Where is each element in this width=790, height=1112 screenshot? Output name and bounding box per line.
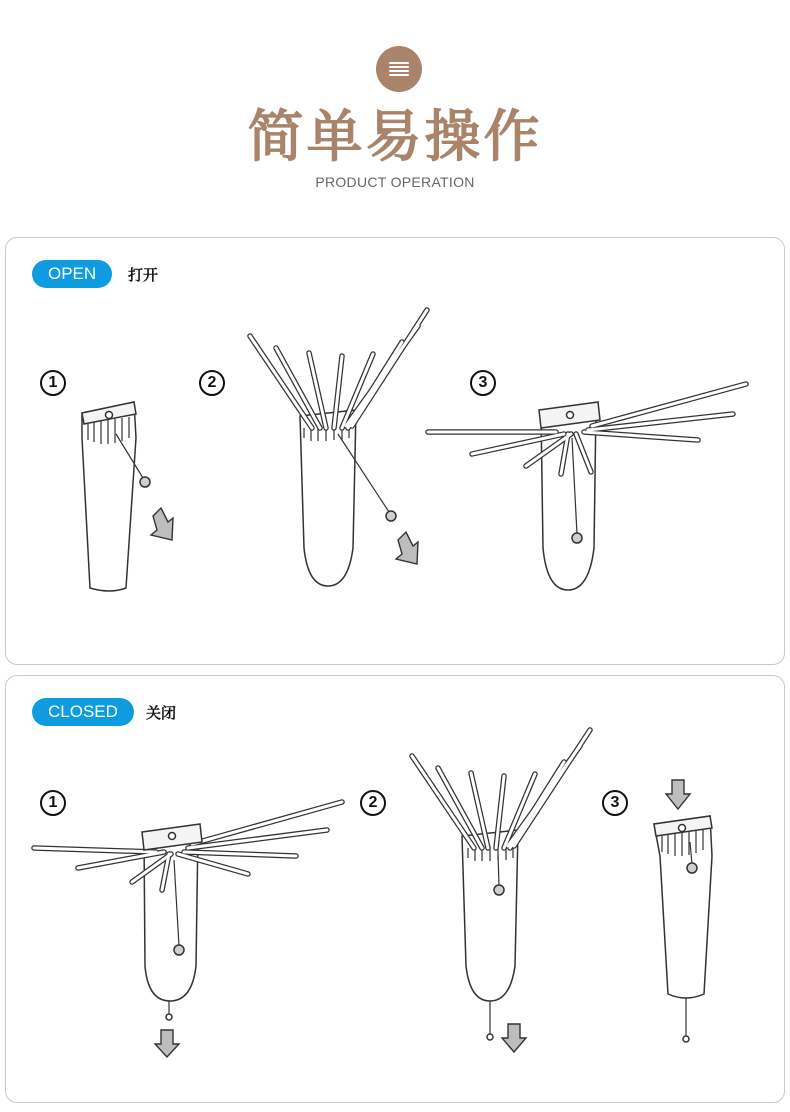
open-badge: OPEN <box>32 260 112 288</box>
open-step-1-drawing <box>82 402 173 591</box>
page-subtitle: PRODUCT OPERATION <box>315 174 475 190</box>
open-step-3-drawing <box>428 384 746 590</box>
closed-step-3-drawing <box>654 780 712 1042</box>
closed-badge: CLOSED <box>32 698 134 726</box>
closed-step-3-number: 3 <box>602 790 628 816</box>
menu-lines-icon <box>376 46 422 92</box>
open-steps-illustration <box>6 238 786 666</box>
open-instructions-panel <box>5 237 785 665</box>
open-label: 打开 <box>128 266 159 284</box>
open-step-3-number: 3 <box>470 370 496 396</box>
open-step-2-number: 2 <box>199 370 225 396</box>
closed-label: 关闭 <box>146 704 177 722</box>
page-header <box>0 0 790 220</box>
page-title: 简单易操作 <box>247 105 543 170</box>
closed-step-1-drawing <box>34 802 342 1057</box>
closed-step-2-number: 2 <box>360 790 386 816</box>
close-steps-illustration <box>6 676 786 1104</box>
closed-step-2-drawing <box>412 730 590 1052</box>
close-instructions-panel <box>5 675 785 1103</box>
open-step-2-drawing <box>250 310 427 586</box>
closed-step-1-number: 1 <box>40 790 66 816</box>
open-step-1-number: 1 <box>40 370 66 396</box>
